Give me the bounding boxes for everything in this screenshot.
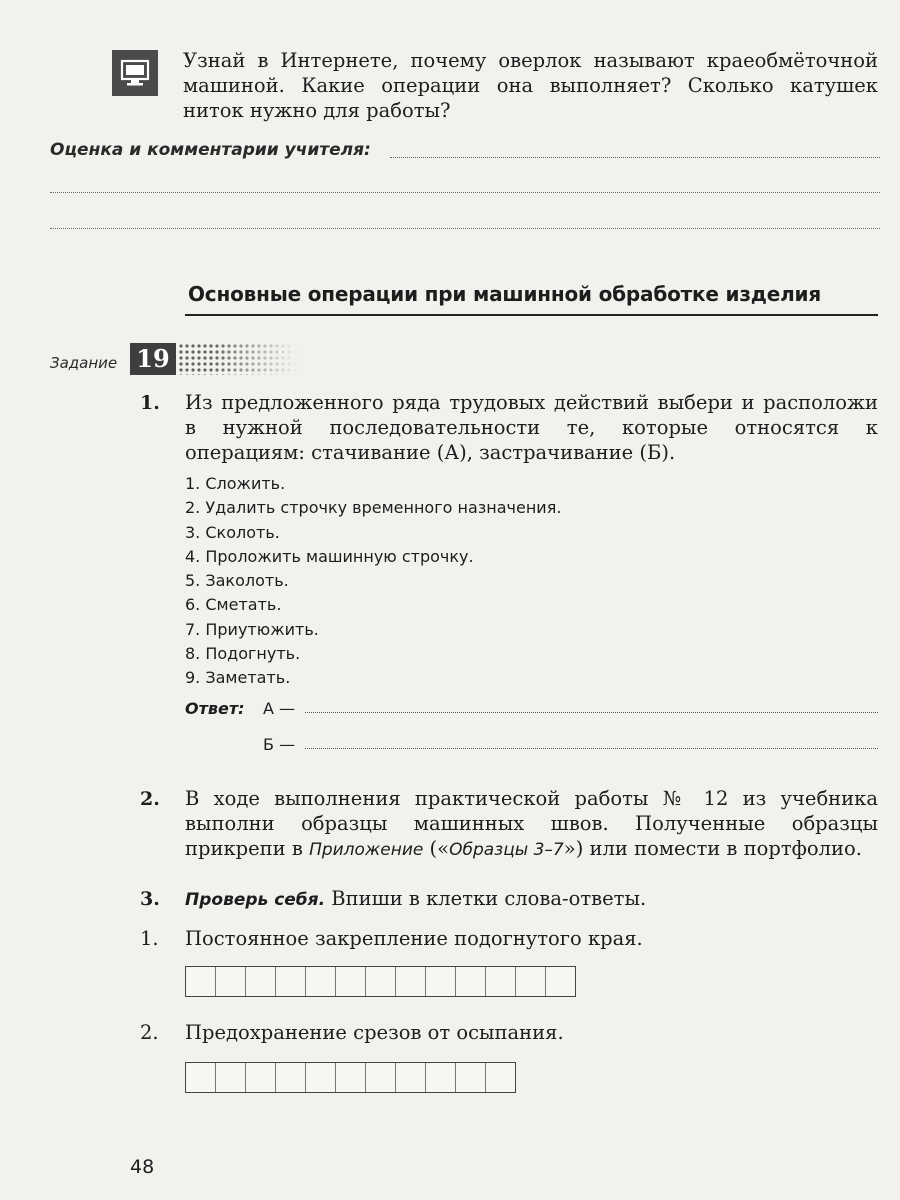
letter-cell[interactable] (186, 967, 216, 996)
comment-line-2[interactable] (50, 192, 880, 193)
q2-text-start: В ходе выполнения практической работы № 12 из учебника выполни образцы машинных швов. Полученные образцы прикрепи в (185, 787, 878, 860)
task-number: 19 (130, 343, 176, 375)
letter-cell[interactable] (276, 967, 306, 996)
answer-b-field[interactable] (305, 748, 878, 749)
question-1-text: Из предложенного ряда трудовых действий выбери и расположи в нужной последовательности те, которые относятся к операциям: стачивание (А), застрачивание (Б). (185, 391, 878, 464)
letter-cell[interactable] (336, 1063, 366, 1092)
letter-cell[interactable] (216, 1063, 246, 1092)
sub-question-1-text: Постоянное закрепление подогнутого края. (185, 927, 643, 950)
comment-line-1[interactable] (390, 157, 880, 158)
q2-text-end: ») или помести в портфолио. (563, 837, 862, 860)
list-item: 3. Сколоть. (185, 522, 280, 542)
letter-cell[interactable] (276, 1063, 306, 1092)
letter-cell[interactable] (426, 967, 456, 996)
question-1-number: 1. (140, 392, 160, 414)
question-3-instruction: Впиши в клетки слова-ответы. (331, 887, 647, 910)
list-item: 7. Приутюжить. (185, 619, 319, 639)
question-3-number: 3. (140, 888, 160, 910)
teacher-comment-label: Оценка и комментарии учителя: (50, 140, 377, 160)
question-2-text (185, 786, 878, 863)
letter-cell[interactable] (456, 967, 486, 996)
page-number: 48 (130, 1156, 155, 1178)
crossword-cells-2[interactable] (185, 1062, 516, 1093)
teacher-comment-block (50, 140, 880, 160)
task-label: Задание (50, 354, 118, 372)
answer-a-field[interactable] (305, 712, 878, 713)
list-item: 4. Проложить машинную строчку. (185, 546, 474, 566)
sub-question-2-text: Предохранение срезов от осыпания. (185, 1021, 564, 1044)
list-item: 6. Сметать. (185, 595, 282, 615)
letter-cell[interactable] (336, 967, 366, 996)
list-item: 2. Удалить строчку временного назначения. (185, 498, 562, 518)
question-2-number: 2. (140, 788, 160, 810)
list-item: 1. Сложить. (185, 474, 286, 493)
computer-monitor-icon (112, 50, 158, 96)
q2-appendix: Приложение (309, 840, 424, 860)
letter-cell[interactable] (396, 967, 426, 996)
letter-cell[interactable] (486, 967, 516, 996)
action-list (185, 472, 561, 691)
answer-b-key: Б — (263, 735, 296, 754)
check-self-label: Проверь себя. (185, 890, 326, 910)
section-divider (185, 314, 878, 316)
letter-cell[interactable] (186, 1063, 216, 1092)
letter-cell[interactable] (216, 967, 246, 996)
letter-cell[interactable] (546, 967, 575, 996)
letter-cell[interactable] (246, 967, 276, 996)
letter-cell[interactable] (486, 1063, 515, 1092)
sub-question-1-number: 1. (140, 927, 159, 950)
letter-cell[interactable] (246, 1063, 276, 1092)
letter-cell[interactable] (366, 967, 396, 996)
list-item: 9. Заметать. (185, 668, 291, 688)
letter-cell[interactable] (366, 1063, 396, 1092)
q2-samples: Образцы 3–7 (449, 840, 564, 860)
comment-line-3[interactable] (50, 228, 880, 229)
question-3-text (185, 886, 878, 913)
q2-text-mid: (« (423, 837, 450, 860)
sub-question-2-number: 2. (140, 1021, 159, 1044)
letter-cell[interactable] (516, 967, 546, 996)
letter-cell[interactable] (456, 1063, 486, 1092)
list-item: 8. Подогнуть. (185, 644, 301, 664)
letter-cell[interactable] (306, 967, 336, 996)
section-title: Основные операции при машинной обработке изделия (188, 282, 821, 306)
internet-task-text: Узнай в Интернете, почему оверлок называют краеобмёточной машиной. Какие операции она выполняет? Сколько катушек ниток нужно для работы? (183, 49, 878, 122)
letter-cell[interactable] (396, 1063, 426, 1092)
answer-a-key: А — (263, 699, 296, 718)
crossword-cells-1[interactable] (185, 966, 576, 997)
task-header-dots (178, 343, 298, 375)
letter-cell[interactable] (306, 1063, 336, 1092)
answer-label: Ответ: (185, 699, 245, 718)
list-item: 5. Заколоть. (185, 571, 289, 591)
letter-cell[interactable] (426, 1063, 456, 1092)
